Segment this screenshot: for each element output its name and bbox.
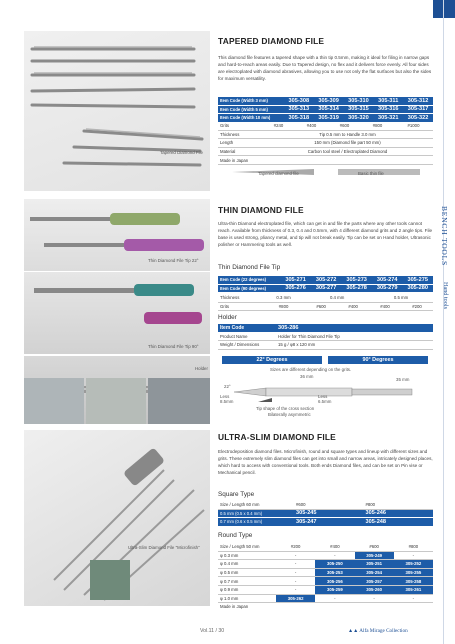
item-code: 305-249 [355,551,394,560]
page-number: Vol.11 / 30 [200,628,225,634]
side-column [433,0,455,644]
table-row [218,294,433,302]
table-row [218,147,433,156]
row-label: φ 0.4 mm [218,560,276,569]
item-code: 305-319 [314,114,344,123]
column-header: #400 [315,543,354,551]
tapered-file-caption: Tapered Diamond File [160,150,203,155]
table-row [218,341,433,350]
table-row [218,568,433,577]
tapered-spec-table [218,122,433,165]
usage-photo-3 [148,378,210,424]
item-code: 305-261 [394,585,433,594]
table-row [218,276,433,284]
ultra-slim-photo [24,430,210,606]
table-row [218,105,433,114]
tapered-description: This diamond file features a tapered shape with a thin tip 0.5mm, making it ideal for filing in narrow gaps and hard-to-reach areas easily. Due to Tapered design, no flex and it delivers force evenly. All four sides are electroplated with diamond abrasives, allowing you to use not only the flat surfaces but also the sides for maximum versatility. [218,55,432,82]
ultra-slim-title: ULTRA-SLIM DIAMOND FILE [218,432,336,442]
row-label: Item Code (90 degrees) [218,284,280,293]
thin-file-photo-90 [24,272,210,354]
table-row [218,501,433,509]
cell: - [276,551,315,560]
item-code: 305-318 [284,114,314,123]
item-code: 305-309 [314,97,344,105]
diagram-label: Basic thin file [358,171,384,176]
table-row [218,130,433,139]
grit: #400 [369,302,401,311]
brand-logo-icon: ▲▲ [348,628,360,634]
table-row [218,577,433,586]
square-subtitle: Square Type [218,491,255,498]
angle-22: 22° [224,384,231,389]
made-in: Made in Japan [218,156,433,165]
item-code: 305-286 [276,324,433,332]
row-label: φ 0.3 mm [218,551,276,560]
spec-label: Grits [218,302,262,311]
side-rule [443,0,444,644]
spec-label: Thickness [218,130,262,139]
file-shape-diagram [218,164,433,180]
item-code: 305-321 [373,114,403,123]
brand-text: Alfa Mirage Collection [359,628,408,634]
row-label: Item Code (Width 3 mm) [218,97,284,105]
row-label: Item Code (22 degrees) [218,276,280,284]
thin-file-90-caption: Thin Diamond File Tip 90° [148,344,199,349]
row-value: 15 g / φ8 x 120 mm [276,341,433,350]
item-code: 305-258 [394,577,433,586]
ultra-slim-caption: Ultra-Slim Diamond File "Microfinish" [128,545,200,550]
diagram-note: Sizes are different depending on the grits. [270,367,352,372]
spec-value: Tip 0.5 mm to Handle 3.0 mm [262,130,433,139]
cell: - [315,551,354,560]
column-header: Size / Length 50 mm [218,543,276,551]
cell: - [276,560,315,569]
made-in: Made in Japan [220,604,249,610]
item-code: 305-276 [280,284,311,293]
row-label: Item Code [218,324,276,332]
item-code: 305-279 [372,284,403,293]
cell: - [276,585,315,594]
grit: #600 [305,302,337,311]
spec-label: Thickness [218,294,262,302]
item-code: 305-260 [355,585,394,594]
spec-label: Grits [218,122,262,130]
thin-spec-table [218,294,433,311]
holder-subtitle: Holder [218,314,237,321]
item-code: 305-315 [344,105,374,114]
item-code: 305-257 [355,577,394,586]
tapered-file-illustration [24,31,210,191]
tip-shape-label: Tip shape of the cross section [256,406,315,411]
item-code: 305-272 [311,276,342,284]
row-label: 0.5 mm (0.5 x 0.4 mm) [218,509,294,518]
item-code: 305-271 [280,276,311,284]
item-code: 305-275 [402,276,433,284]
deg90-header: 90° Degrees [328,356,428,364]
table-row [218,122,433,130]
tip-shape-note: Bilaterally asymmetric [268,412,311,417]
usage-photo-1 [24,378,84,424]
grit: #600 [328,122,361,130]
table-row [218,585,433,594]
brand-name [348,628,408,634]
item-code: 305-246 [364,509,434,518]
item-code: 305-273 [341,276,372,284]
item-code: 305-250 [315,560,354,569]
item-code: 305-259 [315,585,354,594]
table-row [218,97,433,105]
item-code: 305-278 [341,284,372,293]
thin-subtitle: Thin Diamond File Tip [218,264,281,271]
thin-title: THIN DIAMOND FILE [218,205,304,215]
thin-file-90-illustration [24,272,210,354]
cell: - [276,568,315,577]
deg22-header: 22° Degrees [222,356,322,364]
thickness: 0.4 mm [305,294,369,302]
column-header: #800 [364,501,434,509]
table-row [218,551,433,560]
tip-angle-diagram [218,356,433,424]
item-code: 305-252 [394,560,433,569]
grit: #240 [262,122,295,130]
table-row [218,603,433,611]
dimension-36: 36 mm [300,374,314,379]
item-code: 305-245 [294,509,364,518]
thin-file-22-caption: Thin Diamond File Tip 22° [148,258,199,263]
column-header: #800 [394,543,433,551]
item-code: 305-322 [403,114,433,123]
row-label: Item Code (Width 5 mm) [218,105,284,114]
row-label: Item Code (Width 10 mm) [218,114,284,123]
column-header: #600 [355,543,394,551]
row-label: 0.7 mm (0.6 x 0.5 mm) [218,518,294,527]
item-code: 305-248 [364,518,434,527]
item-code: 305-247 [294,518,364,527]
dimension-35: 35 mm [396,377,410,382]
table-row [218,114,433,123]
row-label: φ 0.5 mm [218,568,276,577]
table-row [218,594,433,603]
item-code: 305-312 [403,97,433,105]
item-code: 305-310 [344,97,374,105]
item-code: 305-280 [402,284,433,293]
thickness: 0.5 mm [369,294,433,302]
table-row [218,324,433,332]
item-code: 305-274 [372,276,403,284]
table-row [218,518,433,527]
side-label-bench-tools: BENCH TOOLS [440,206,449,266]
item-code: 305-255 [394,568,433,577]
grit: #400 [295,122,328,130]
tapered-file-photo [24,31,210,191]
dimension-8-5: Less 8.5mm [220,394,234,404]
tapered-code-table [218,97,433,123]
round-table [218,543,433,611]
item-code: 305-262 [276,594,315,603]
cell: - [394,594,433,603]
spec-value: 150 mm (Diamond file part 50 mm) [262,139,433,148]
holder-caption: Holder [195,366,208,371]
grit: #800 [262,302,305,311]
side-label-hand-tools: Hand tools [442,282,449,309]
table-row [218,332,433,341]
thin-description: Ultra-thin Diamond electroplated file, which can get in and file the parts where any other tools cannot reach. Available from thickness of 0.3, 0.4 and 0.5mm, with 4 different diamond grits and 2 angle tips. File base is used strong, pliancy metal, and tip will not break easily. Tip can be set on Hand holder, Ultrasonic polisher or Hammering tools as well. [218,221,433,248]
round-subtitle: Round Type [218,532,253,539]
table-row [218,560,433,569]
thin-code-table [218,276,433,293]
square-table [218,501,433,527]
row-label: φ 1.0 mm [218,594,276,603]
row-value: Holder for Thin Diamond File Tip [276,332,433,341]
item-code: 305-316 [373,105,403,114]
tapered-title: TAPERED DIAMOND FILE [218,36,325,46]
item-code: 305-308 [284,97,314,105]
item-code: 305-314 [314,105,344,114]
ultra-slim-illustration [24,430,210,606]
diagram-label: Tapered diamond file [258,171,299,176]
cell: - [276,577,315,586]
item-code: 305-277 [311,284,342,293]
ultra-slim-description: Electrodeposition diamond files. Microfinish, round and square types and lineup with different sizes and grits. These extremely slim diamond files can get into small and narrow areas, intricately designed places, which hard to access with conventional tools. Both ends Diamond files, and can be set on Pin vise or Mechanical pencil. [218,449,433,476]
table-row [218,509,433,518]
dimension-6-5: Less 6.5mm [318,394,332,404]
side-tab [433,0,455,18]
grit: #200 [401,302,433,311]
spec-label: Length [218,139,262,148]
spec-label: Material [218,147,262,156]
row-label: φ 0.7 mm [218,577,276,586]
row-label: Product Name [218,332,276,341]
table-row [218,543,433,551]
item-code: 305-311 [373,97,403,105]
row-label: φ 0.9 mm [218,585,276,594]
thickness: 0.3 mm [262,294,305,302]
item-code: 305-254 [355,568,394,577]
table-row [218,139,433,148]
cell: - [394,551,433,560]
cell: - [355,594,394,603]
holder-table [218,324,433,350]
table-row [218,302,433,311]
grit: #400 [337,302,369,311]
column-header: #600 [294,501,364,509]
column-header: #200 [276,543,315,551]
item-code: 305-320 [344,114,374,123]
usage-photo-2 [86,378,146,424]
item-code: 305-253 [315,568,354,577]
tapered-diagram [218,164,433,180]
grit: #1000 [394,122,433,130]
cell: - [315,594,354,603]
item-code: 305-317 [403,105,433,114]
row-label: Weight / Dimensions [218,341,276,350]
item-code: 305-313 [284,105,314,114]
item-code: 305-256 [315,577,354,586]
spec-value: Carbon tool steel / Electroplated Diamond [262,147,433,156]
item-code: 305-251 [355,560,394,569]
table-row [218,284,433,293]
grit: #800 [361,122,394,130]
column-header: Size / Length 60 mm [218,501,294,509]
